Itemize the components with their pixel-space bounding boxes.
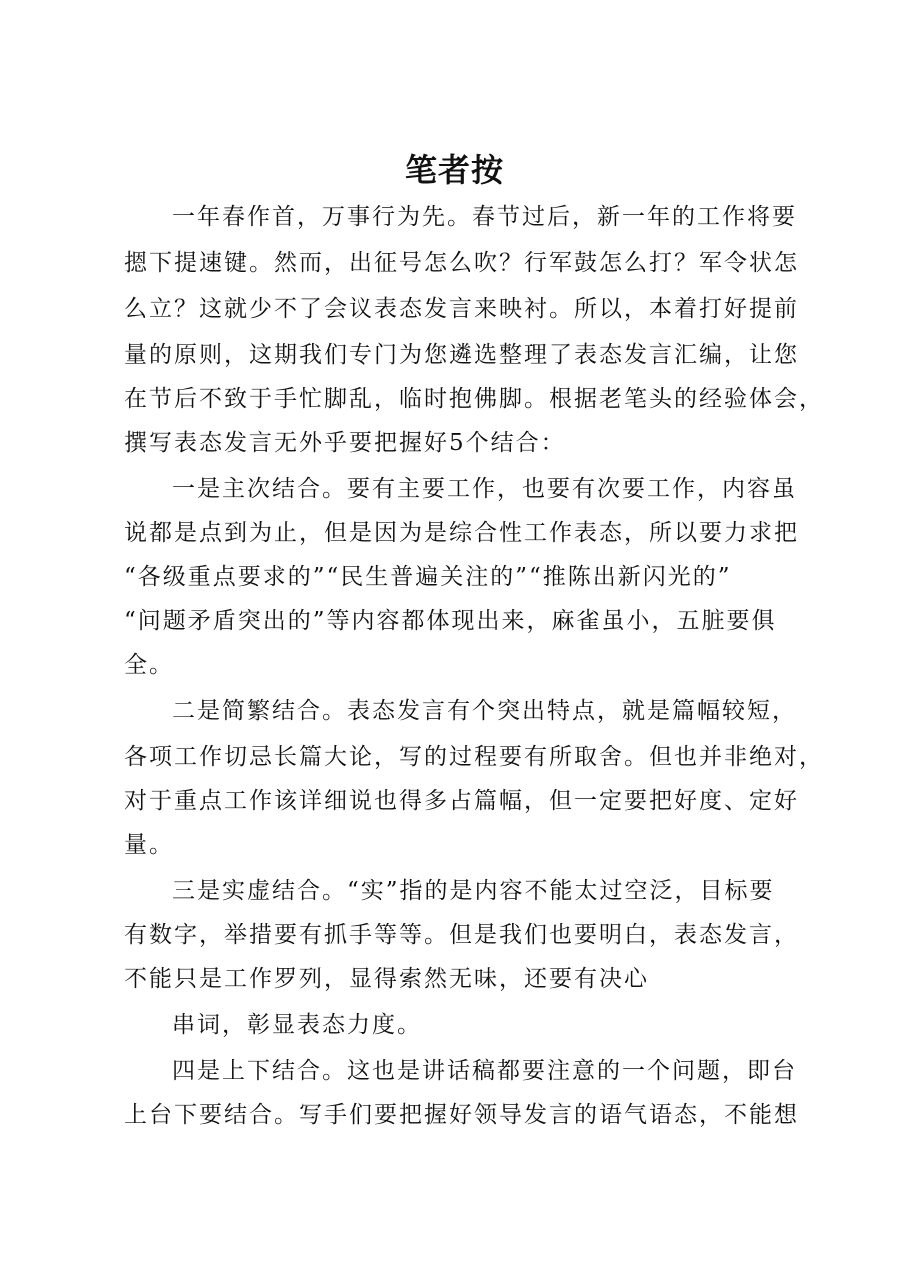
paragraph-line: 串词，彰显表态力度。 <box>172 1012 422 1038</box>
paragraph-line: 摁下提速键。然而，出征号怎么吹？行军鼓怎么打？军令状怎 <box>124 250 799 276</box>
paragraph-line: 撰写表态发言无外乎要把握好5个结合： <box>124 430 566 456</box>
paragraph-line: 有数字，举措要有抓手等等。但是我们也要明白，表态发言， <box>124 922 799 948</box>
paragraph-line: “各级重点要求的”“民生普遍关注的”“推陈出新闪光的” <box>124 564 732 590</box>
paragraph-line: 全。 <box>124 652 174 678</box>
paragraph-line: 四是上下结合。这也是讲话稿都要注意的一个问题，即台 <box>172 1058 797 1084</box>
paragraph-line: 量。 <box>124 832 174 858</box>
paragraph-line: 说都是点到为止，但是因为是综合性工作表态，所以要力求把 <box>124 520 799 546</box>
paragraph-line: 三是实虚结合。“实”指的是内容不能太过空泛，目标要 <box>172 878 775 904</box>
paragraph-line: 不能只是工作罗列，显得索然无味，还要有决心 <box>124 966 649 992</box>
paragraph-line: 在节后不致于手忙脚乱，临时抱佛脚。根据老笔头的经验体会， <box>124 386 824 412</box>
paragraph-line: 二是简繁结合。表态发言有个突出特点，就是篇幅较短， <box>172 698 797 724</box>
paragraph-line: 一年春作首，万事行为先。春节过后，新一年的工作将要 <box>172 204 797 230</box>
paragraph-line: 各项工作切忌长篇大论，写的过程要有所取舍。但也并非绝对， <box>124 744 824 770</box>
paragraph-line: “问题矛盾突出的”等内容都体现出来，麻雀虽小，五脏要俱 <box>124 608 777 634</box>
paragraph-line: 一是主次结合。要有主要工作，也要有次要工作，内容虽 <box>172 476 797 502</box>
paragraph-line: 对于重点工作该详细说也得多占篇幅，但一定要把好度、定好 <box>124 788 799 814</box>
paragraph-line: 么立？这就少不了会议表态发言来映衬。所以，本着打好提前 <box>124 296 799 322</box>
document-title: 笔者按 <box>404 151 504 189</box>
paragraph-line: 上台下要结合。写手们要把握好领导发言的语气语态，不能想 <box>124 1102 799 1128</box>
paragraph-line: 量的原则，这期我们专门为您遴选整理了表态发言汇编，让您 <box>124 342 799 368</box>
